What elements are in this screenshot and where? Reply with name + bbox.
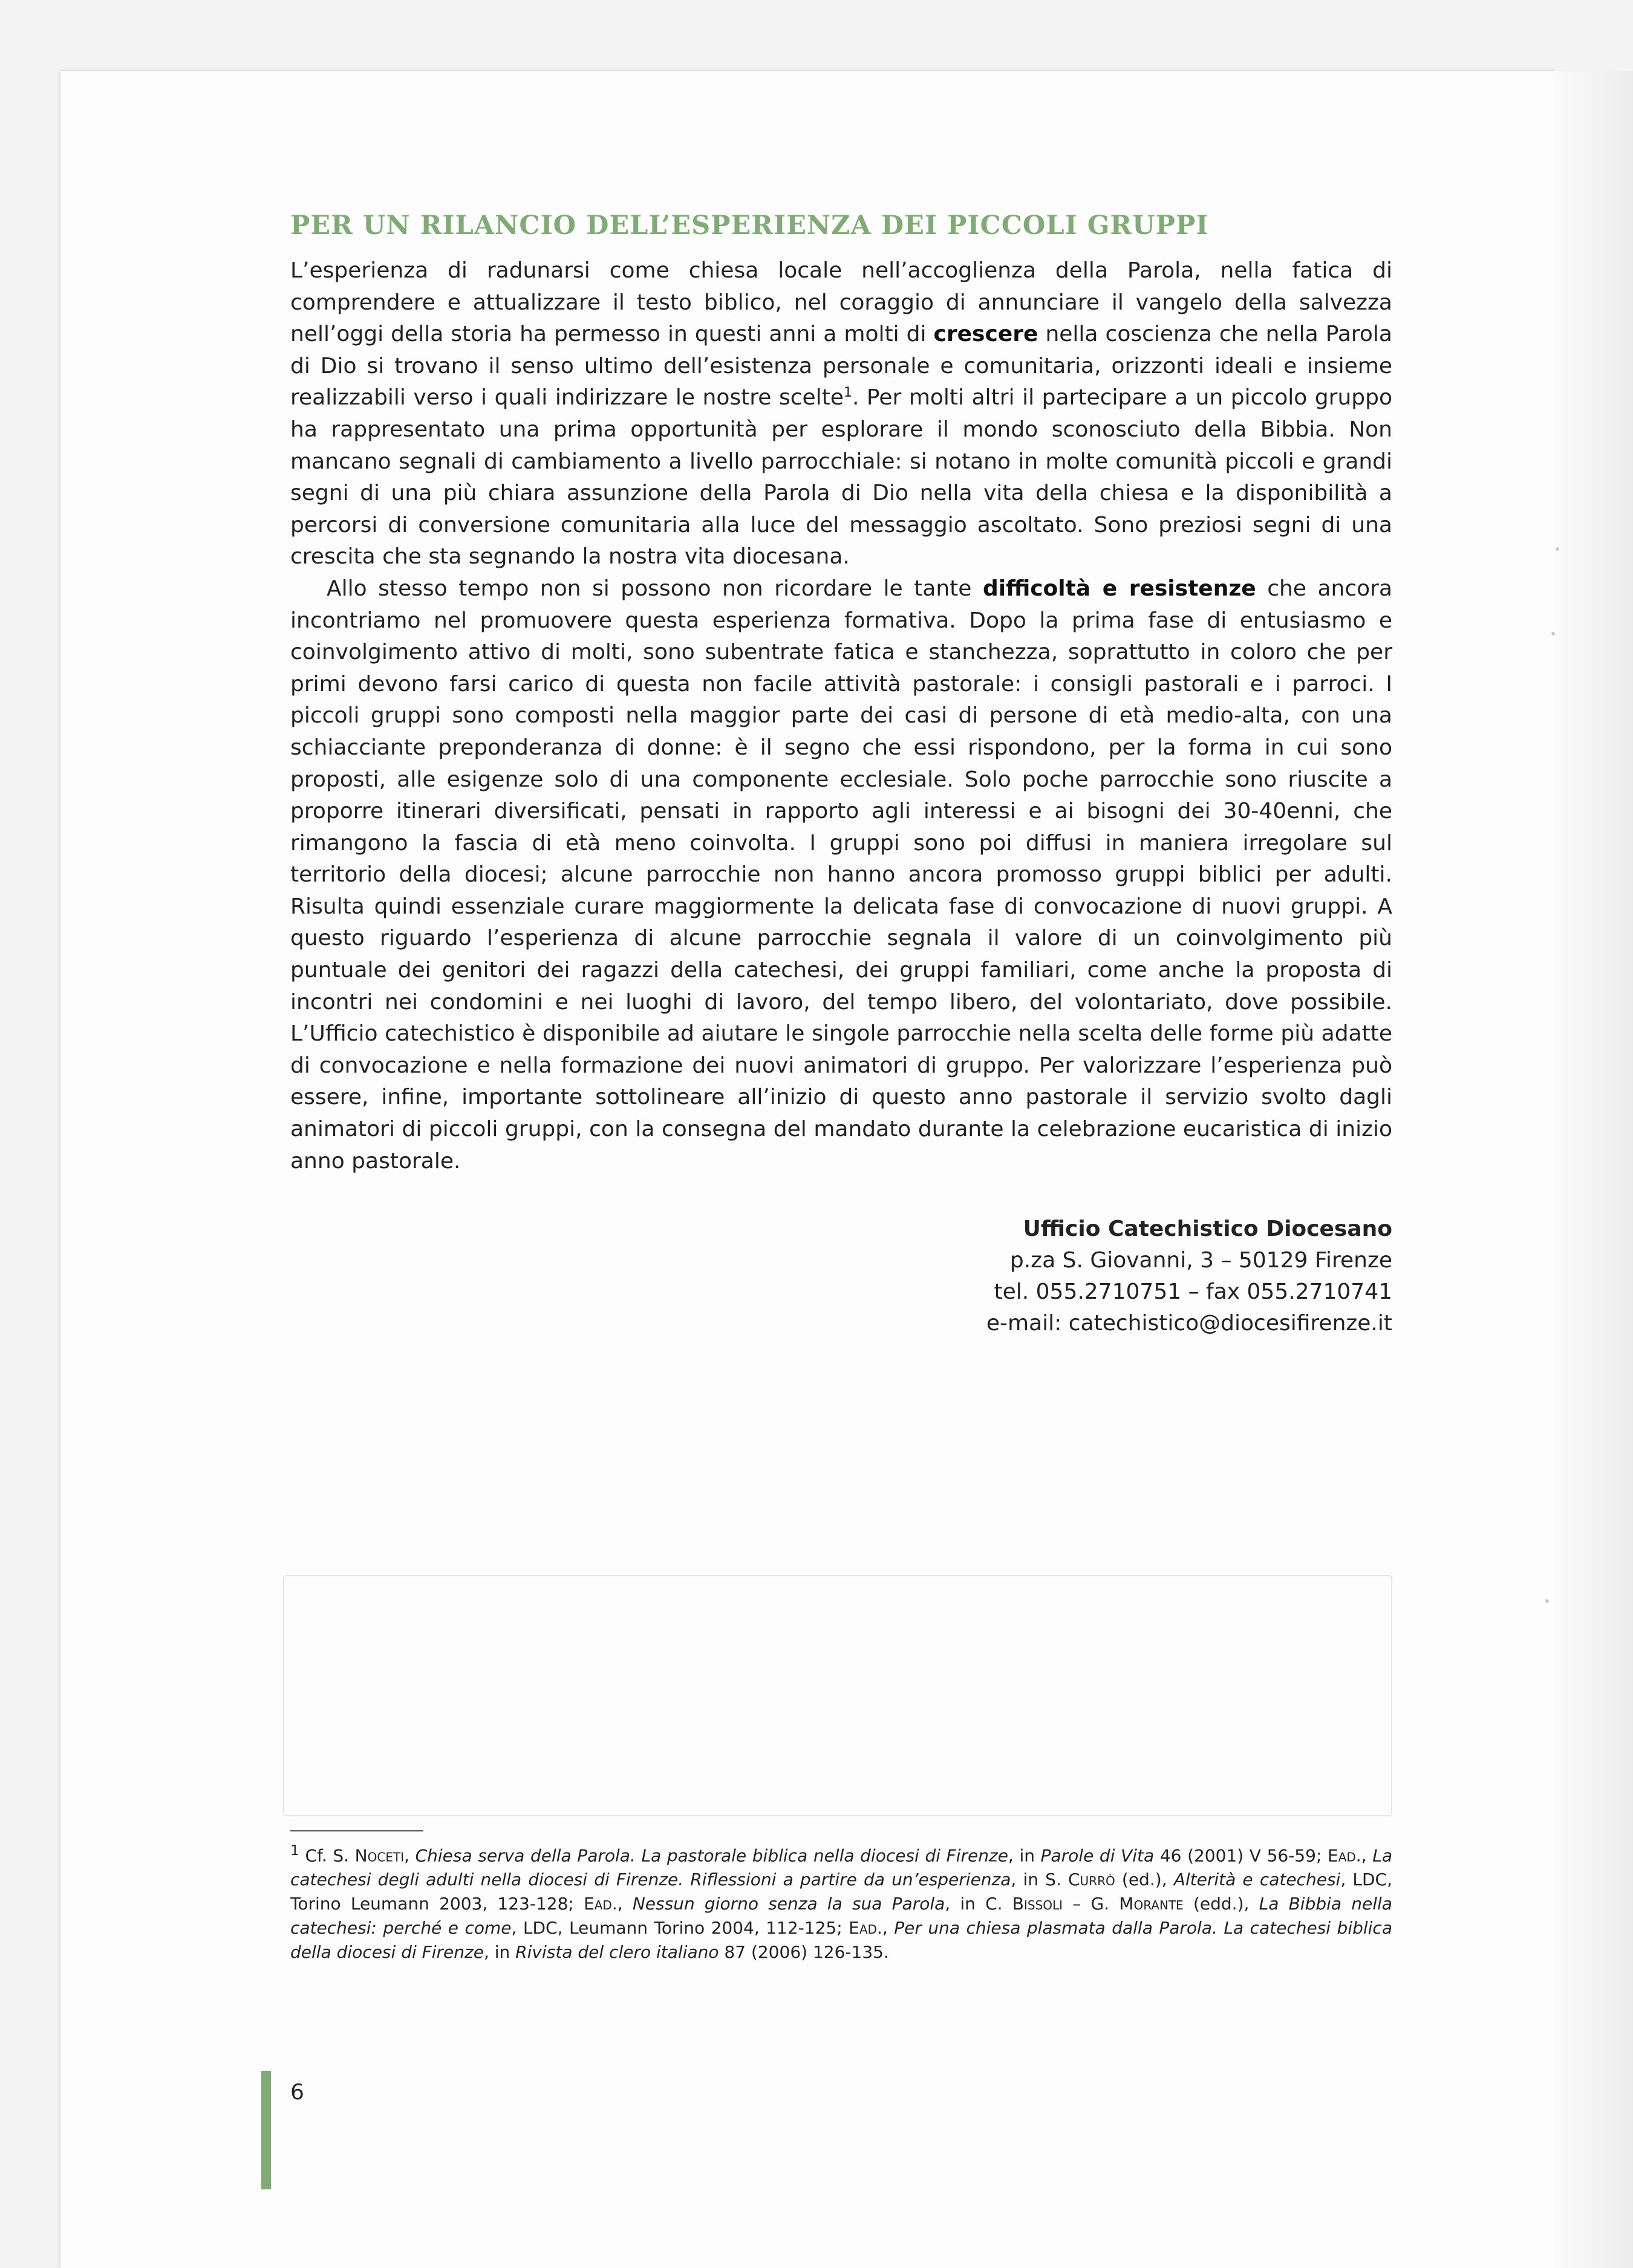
page-number: 6 xyxy=(290,2080,304,2105)
footnote-title: Nessun giorno senza la sua Parola xyxy=(632,1894,945,1914)
paragraph-1-text-a: L’esperienza di radunarsi come chiesa locale nell’accoglienza della Parola, nella fatica di comprendere e attualizzare il testo biblico, nel coraggio di annunciare il vangelo della salvezza nell’oggi della storia ha permesso in questi anni a molti di xyxy=(290,258,1392,347)
footnote-text: , in C. xyxy=(945,1894,1012,1914)
show-through-box xyxy=(283,1575,1392,1816)
footnote-text: , in xyxy=(483,1942,516,1963)
footnote-author: Currò xyxy=(1068,1870,1115,1890)
footnote-reference: 1 xyxy=(843,385,852,401)
footnote-divider xyxy=(290,1830,423,1831)
scan-speck xyxy=(1556,547,1559,551)
footnote-text: , LDC, Leumann Torino 2004, 112-125; xyxy=(511,1918,849,1938)
page-number-bar xyxy=(261,2071,271,2189)
footnote-text: , xyxy=(1361,1845,1373,1866)
footnote-title: Per una chiesa plasmata dalla Parola. La catechesi biblica della diocesi di Firenze xyxy=(290,1918,1392,1963)
paragraph-1-text-b: nella coscienza che nella Parola di Dio si trovano il senso ultimo dell’esistenza personale e comunitaria, orizzonti ideali e insieme realizzabili verso i quali indirizzare le nostre scelte xyxy=(290,322,1392,411)
paragraph-2-text-b: che ancora incontriamo nel promuovere questa esperienza formativa. Dopo la prima fase di entusiasmo e coinvolgimento attivo di molti, sono subentrate fatica e stanchezza, soprattutto in coloro che per primi devono farsi carico di questa non facile attività pastorale: i consigli pastorali e i parroci. I piccoli gruppi sono composti nella maggior parte dei casi di persone di età medio-alta, con una schiacciante preponderanza di donne: è il segno che essi rispondono, per la forma in cui sono proposti, alle esigenze solo di una componente ecclesiale. Solo poche parrocchie sono riuscite a proporre itinerari diversificati, pensati in rapporto agli interessi e ai bisogni dei 30-40enni, che rimangono la fascia di età meno coinvolta. I gruppi sono poi diffusi in maniera irregolare sul territorio della diocesi; alcune parrocchie non hanno ancora promosso gruppi biblici per adulti. Risulta quindi essenziale curare maggiormente la delicata fase di convocazione di nuovi gruppi. A questo riguardo l’esperienza di alcune parrocchie segnala il valore di un coinvolgimento più puntuale dei genitori dei ragazzi della catechesi, dei gruppi familiari, come anche la proposta di incontri nei condomini e nei luoghi di lavoro, del tempo libero, del volontariato, dove possibile. L’Ufficio catechistico è disponibile ad aiutare le singole parrocchie nella scelta delle forme più adatte di convocazione e nella formazione dei nuovi animatori di gruppo. Per valorizzare l’esperienza può essere, infine, importante sottolineare all’inizio di questo anno pastorale il servizio svolto dagli animatori di piccoli gruppi, con la consegna del mandato durante la celebrazione eucaristica di inizio anno pastorale. xyxy=(290,576,1393,1174)
footnote-text: , LDC, Torino Leumann 2003, 123-128; xyxy=(290,1870,1392,1914)
footnote-text: (ed.), xyxy=(1115,1870,1174,1890)
footnote-text: Cf. S. xyxy=(299,1845,355,1866)
footnote-author: Noceti xyxy=(354,1845,405,1866)
article xyxy=(290,210,1392,1339)
footnote-title: La catechesi degli adulti nella diocesi di Firenze. Riflessioni a partire da un’esperienza xyxy=(290,1845,1392,1890)
footnote-text: , in xyxy=(1008,1845,1041,1866)
footnote-text: 87 (2006) 126-135. xyxy=(719,1942,889,1963)
signature-phone: tel. 055.2710751 – fax 055.2710741 xyxy=(994,1279,1392,1305)
footnote-text: – G. xyxy=(1063,1894,1120,1914)
footnote-text: , xyxy=(404,1845,416,1866)
footnote-title: La Bibbia nella catechesi: perché e come xyxy=(290,1894,1392,1938)
footnote-author: Ead. xyxy=(584,1894,618,1914)
paragraph-1 xyxy=(290,255,1392,573)
paragraph-2 xyxy=(290,573,1392,1177)
footnote-author: Ead. xyxy=(849,1918,882,1938)
footnote-text: , xyxy=(617,1894,633,1914)
signature-address: p.za S. Giovanni, 3 – 50129 Firenze xyxy=(1009,1248,1392,1273)
footnote-journal: Rivista del clero italiano xyxy=(515,1942,719,1963)
paragraph-1-text-c: . Per molti altri il partecipare a un piccolo gruppo ha rappresentato una prima opportunità per esplorare il mondo sconosciuto della Bibbia. Non mancano segnali di cambiamento a livello parrocchiale: si notano in molte comunità piccoli e grandi segni di una più chiara assunzione della Parola di Dio nella vita della chiesa e la disponibilità a percorsi di conversione comunitaria alla luce del messaggio ascoltato. Sono preziosi segni di una crescita che sta segnando la nostra vita diocesana. xyxy=(290,385,1393,570)
scan-speck xyxy=(1545,1599,1549,1603)
footnote-text: , xyxy=(882,1918,895,1938)
footnote-title: Alterità e catechesi xyxy=(1173,1870,1341,1890)
footnote-title: Chiesa serva della Parola. La pastorale biblica nella diocesi di Firenze xyxy=(415,1845,1008,1866)
footnote-author: Morante xyxy=(1119,1894,1184,1914)
footnote-text: , in S. xyxy=(1011,1870,1068,1890)
footnote-author: Bissoli xyxy=(1012,1894,1063,1914)
article-title: PER UN RILANCIO DELL’ESPERIENZA DEI PICCOLI GRUPPI xyxy=(290,210,1209,241)
paragraph-1-bold: crescere xyxy=(933,322,1038,347)
paragraph-2-bold: difficoltà e resistenze xyxy=(982,576,1256,601)
paragraph-2-text-a: Allo stesso tempo non si possono non ricordare le tante xyxy=(327,576,983,601)
signature-org: Ufficio Catechistico Diocesano xyxy=(1023,1217,1392,1242)
page-edge-shadow xyxy=(1554,71,1633,2268)
footnote-text: (edd.), xyxy=(1183,1894,1259,1914)
signature-email: e-mail: catechistico@diocesifirenze.it xyxy=(986,1311,1392,1336)
footnote-journal: Parole di Vita xyxy=(1040,1845,1155,1866)
scan-speck xyxy=(1551,632,1555,635)
footnote xyxy=(290,1838,1392,1964)
footnote-number: 1 xyxy=(290,1842,299,1859)
footnote-author: Ead. xyxy=(1328,1845,1361,1866)
signature-block xyxy=(290,1214,1392,1339)
footnote-text: 46 (2001) V 56-59; xyxy=(1154,1845,1328,1866)
